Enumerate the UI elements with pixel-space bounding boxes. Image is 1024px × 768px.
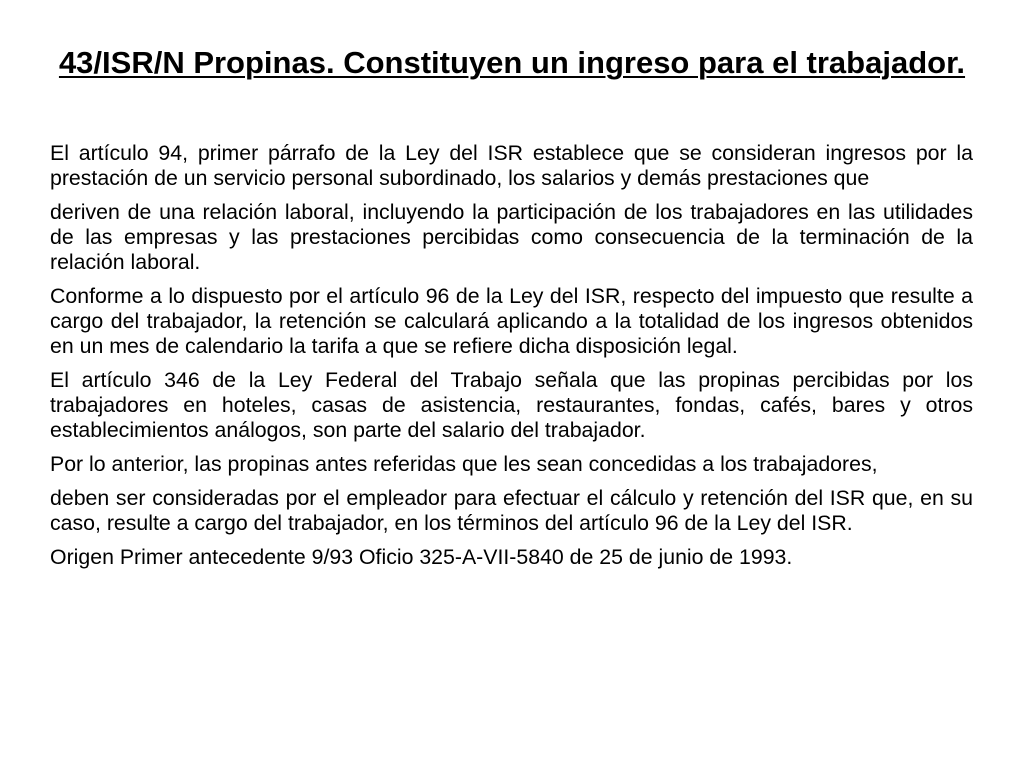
- paragraph-article-96: Conforme a lo dispuesto por el artículo 96 de la Ley del ISR, respecto del impuesto que resulte a cargo del trabajador, la retención se calculará aplicando a la totalidad de los ingresos obtenidos en un mes de calendario la tarifa a que se refiere dicha disposición legal.: [50, 284, 973, 358]
- paragraph-employer-obligation: deben ser consideradas por el empleador para efectuar el cálculo y retención del ISR que, en su caso, resulte a cargo del trabajador, en los términos del artículo 96 de la Ley del ISR.: [50, 486, 973, 535]
- paragraph-tips-conclusion: Por lo anterior, las propinas antes referidas que les sean concedidas a los trabajadores,: [50, 452, 878, 476]
- paragraph-article-346: El artículo 346 de la Ley Federal del Trabajo señala que las propinas percibidas por los trabajadores en hoteles, casas de asistencia, restaurantes, fondas, cafés, bares y otros establecimientos análogos, son parte del salario del trabajador.: [50, 368, 973, 442]
- slide-title: 43/ISR/N Propinas. Constituyen un ingreso para el trabajador.: [58, 45, 966, 80]
- paragraph-article-94: El artículo 94, primer párrafo de la Ley del ISR establece que se consideran ingresos por la prestación de un servicio personal subordinado, los salarios y demás prestaciones que: [50, 141, 973, 190]
- slide-body: [50, 141, 973, 579]
- paragraph-labor-relation: deriven de una relación laboral, incluyendo la participación de los trabajadores en las utilidades de las empresas y las prestaciones percibidas como consecuencia de la terminación de la relación laboral.: [50, 200, 973, 274]
- paragraph-origin: Origen Primer antecedente 9/93 Oficio 325-A-VII-5840 de 25 de junio de 1993.: [50, 545, 793, 569]
